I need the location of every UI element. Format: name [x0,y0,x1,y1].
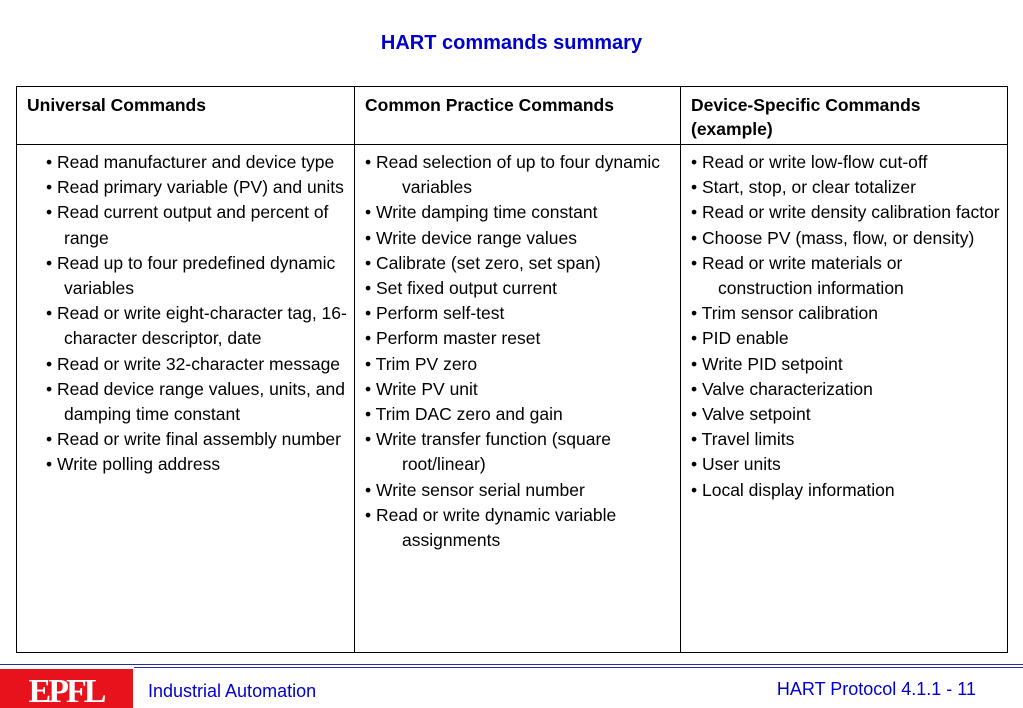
footer-divider-secondary [134,667,1023,668]
list-item: • Read or write dynamic variable assignments [365,504,617,551]
list-item: • Travel limits [691,429,795,450]
list-item: • Read or write low-flow cut-off [691,152,928,172]
list-item: • Read or write eight-character tag, 16-character descriptor, date [46,303,347,349]
list-item: • Read device range values, units, and damping time constant [46,378,345,425]
universal-commands-cell [17,145,355,653]
list-item: • Perform master reset [365,328,541,349]
header-universal-commands: Universal Commands [17,87,355,145]
list-item: • PID enable [691,328,789,349]
footer-course-name: Industrial Automation [148,681,317,701]
list-item: • Start, stop, or clear totalizer [691,177,916,198]
universal-commands-list [27,150,348,478]
list-item: • Read up to four predefined dynamic variables [46,252,336,299]
list-item: • Write polling address [46,454,221,475]
epfl-logo [0,669,133,708]
list-item: • Write transfer function (square root/linear) [365,429,612,475]
list-item: • Valve setpoint [691,404,811,425]
header-common-practice-commands: Common Practice Commands [355,87,681,145]
header-device-specific-commands: Device-Specific Commands (example) [681,87,1008,145]
list-item: • Choose PV (mass, flow, or density) [691,227,975,248]
list-item: • Read selection of up to four dynamic variables [365,152,661,198]
device-specific-commands-list [691,150,1001,503]
list-item: • Read or write density calibration factor [691,202,1000,223]
list-item: • Trim DAC zero and gain [365,404,563,425]
list-item: • Trim sensor calibration [691,303,879,324]
list-item: • Calibrate (set zero, set span) [365,252,601,273]
list-item: • Trim PV zero [365,353,478,374]
epfl-logo-text: EPFL [28,673,104,708]
list-item: • Write device range values [365,227,578,248]
list-item: • Write PV unit [365,378,478,399]
list-item: • Read current output and percent of range [46,202,329,248]
list-item: • Write damping time constant [365,202,598,223]
table-header-row [17,87,1008,145]
device-specific-commands-cell [681,145,1008,653]
list-item: • Read or write materials or construction information [691,252,904,299]
footer-divider [0,664,1023,665]
list-item: • Read primary variable (PV) and units [46,177,344,198]
list-item: • User units [691,454,781,475]
common-practice-commands-list [365,150,674,553]
list-item: • Perform self-test [365,303,505,324]
list-item: • Read or write 32-character message [46,353,341,374]
list-item: • Local display information [691,479,895,500]
footer-slide-reference: HART Protocol 4.1.1 - 11 [776,679,976,699]
common-practice-commands-cell [355,145,681,653]
list-item: • Read manufacturer and device type [46,152,335,172]
commands-table [16,86,1008,653]
list-item: • Valve characterization [691,378,873,399]
list-item: • Set fixed output current [365,278,557,299]
list-item: • Write PID setpoint [691,353,843,374]
table-row [17,145,1008,653]
list-item: • Read or write final assembly number [46,429,341,450]
epfl-logo-mark [0,669,133,708]
page-title: HART commands summary [380,32,643,54]
list-item: • Write sensor serial number [365,479,585,500]
